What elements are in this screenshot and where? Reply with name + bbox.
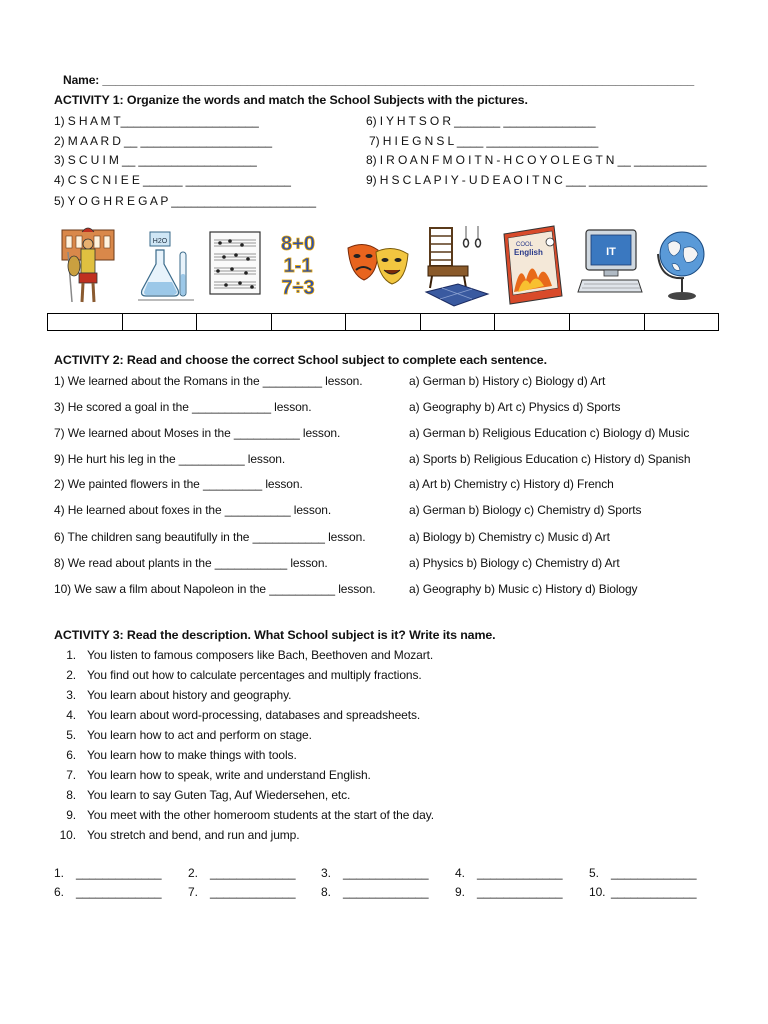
item-text: You learn how to act and perform on stage. <box>87 728 312 742</box>
music-sheet-icon <box>206 222 280 310</box>
activity3-item <box>54 728 312 742</box>
item-number: 10. <box>59 828 76 842</box>
picture-answer-cell[interactable] <box>421 314 496 330</box>
math-row-3: 7÷3 <box>281 277 315 299</box>
answer-blank[interactable]: _____________ <box>76 866 162 880</box>
answer-label: 10. <box>589 885 606 899</box>
answer-label: 8. <box>321 885 331 899</box>
picture-answer-cell[interactable] <box>346 314 421 330</box>
answer-label: 4. <box>455 866 465 880</box>
math-row-1: 8+0 <box>281 233 315 255</box>
activity2-options: a) Sports b) Religious Education c) History d) Spanish <box>409 452 691 466</box>
answer-label: 7. <box>188 885 198 899</box>
answer-label: 1. <box>54 866 64 880</box>
activity2-question: 3) He scored a goal in the ____________ lesson. <box>54 400 312 414</box>
picture-answer-row <box>47 313 719 331</box>
item-number: 2. <box>66 668 76 682</box>
scramble-5: 5) Y O G H R E G A P ______________________ <box>54 194 316 208</box>
globe-icon <box>652 222 726 310</box>
answer-label: 2. <box>188 866 198 880</box>
activity2-options: a) German b) Biology c) Chemistry d) Sports <box>409 503 642 517</box>
book-text-cool: COOL <box>516 242 534 248</box>
activity3-item <box>54 688 291 702</box>
answer-blank[interactable]: _____________ <box>76 885 162 899</box>
answer-blank[interactable]: _____________ <box>611 885 697 899</box>
item-text: You meet with the other homeroom students at the start of the day. <box>87 808 434 822</box>
answer-blank[interactable]: _____________ <box>477 866 563 880</box>
book-text-english: English <box>514 248 543 257</box>
scramble-3: 3) S C U I M __ __________________ <box>54 153 257 167</box>
activity2-title: ACTIVITY 2: Read and choose the correct School subject to complete each sentence. <box>54 353 547 367</box>
activity3-item <box>54 708 420 722</box>
item-number: 6. <box>66 748 76 762</box>
gym-equipment-icon <box>422 222 496 310</box>
theater-masks-icon <box>344 222 418 310</box>
item-number: 7. <box>66 768 76 782</box>
computer-it-icon <box>576 222 650 310</box>
activity1-title: ACTIVITY 1: Organize the words and match the School Subjects with the pictures. <box>54 93 528 107</box>
lab-flask-icon <box>136 222 210 310</box>
scramble-2: 2) M A A R D __ ____________________ <box>54 134 272 148</box>
activity2-options: a) Art b) Chemistry c) History d) French <box>409 477 614 491</box>
activity2-question: 1) We learned about the Romans in the _________ lesson. <box>54 374 363 388</box>
colosseum-soldier-icon <box>58 222 132 310</box>
item-text: You learn how to make things with tools. <box>87 748 297 762</box>
item-number: 4. <box>66 708 76 722</box>
activity2-options: a) Geography b) Music c) History d) Biology <box>409 582 638 596</box>
scramble-6: 6) I Y H T S O R _______ ______________ <box>366 114 596 128</box>
activity3-title: ACTIVITY 3: Read the description. What School subject is it? Write its name. <box>54 628 496 642</box>
activity2-question: 2) We painted flowers in the _________ lesson. <box>54 477 303 491</box>
picture-answer-cell[interactable] <box>645 314 719 330</box>
item-number: 3. <box>66 688 76 702</box>
activity3-item <box>54 828 299 842</box>
activity3-item <box>54 768 371 782</box>
answer-blank[interactable]: _____________ <box>477 885 563 899</box>
activity2-question: 7) We learned about Moses in the __________ lesson. <box>54 426 341 440</box>
name-line: Name: __________________________________________________________________________________________ <box>63 73 695 87</box>
item-number: 1. <box>66 648 76 662</box>
picture-answer-cell[interactable] <box>570 314 645 330</box>
picture-answer-cell[interactable] <box>197 314 272 330</box>
item-text: You learn about word-processing, databases and spreadsheets. <box>87 708 421 722</box>
item-text: You learn to say Guten Tag, Auf Wiedersehen, etc. <box>87 788 351 802</box>
item-text: You listen to famous composers like Bach, Beethoven and Mozart. <box>87 648 434 662</box>
activity2-options: a) German b) History c) Biology d) Art <box>409 374 606 388</box>
answer-blank[interactable]: _____________ <box>611 866 697 880</box>
activity2-question: 4) He learned about foxes in the __________ lesson. <box>54 503 332 517</box>
flask-label: H2O <box>152 238 168 245</box>
item-text: You learn how to speak, write and understand English. <box>87 768 371 782</box>
activity2-question: 9) He hurt his leg in the __________ lesson. <box>54 452 286 466</box>
item-text: You learn about history and geography. <box>87 688 292 702</box>
answer-blank[interactable]: _____________ <box>210 866 296 880</box>
scramble-7: 7) H I E G N S L ____ _________________ <box>369 134 599 148</box>
activity3-item <box>54 668 422 682</box>
item-text: You find out how to calculate percentages and multiply fractions. <box>87 668 422 682</box>
activity2-options: a) Physics b) Biology c) Chemistry d) Art <box>409 556 620 570</box>
activity2-question: 6) The children sang beautifully in the ___________ lesson. <box>54 530 366 544</box>
activity3-item <box>54 648 433 662</box>
picture-answer-cell[interactable] <box>495 314 570 330</box>
math-row-2: 1-1 <box>283 255 313 277</box>
answer-label: 6. <box>54 885 64 899</box>
cool-english-book-icon <box>498 222 572 310</box>
subject-pictures <box>48 222 720 312</box>
math-symbols-icon <box>274 222 348 310</box>
activity2-options: a) Biology b) Chemistry c) Music d) Art <box>409 530 610 544</box>
activity2-options: a) Geography b) Art c) Physics d) Sports <box>409 400 621 414</box>
activity2-question: 8) We read about plants in the ___________ lesson. <box>54 556 328 570</box>
activity2-question: 10) We saw a film about Napoleon in the __________ lesson. <box>54 582 376 596</box>
item-number: 8. <box>66 788 76 802</box>
answer-label: 3. <box>321 866 331 880</box>
item-number: 9. <box>66 808 76 822</box>
activity2-options: a) German b) Religious Education c) Biology d) Music <box>409 426 690 440</box>
scramble-1: 1) S H A M T_____________________ <box>54 114 259 128</box>
item-number: 5. <box>66 728 76 742</box>
answer-label: 9. <box>455 885 465 899</box>
answer-blank[interactable]: _____________ <box>210 885 296 899</box>
picture-answer-cell[interactable] <box>48 314 123 330</box>
answer-blank[interactable]: _____________ <box>343 885 429 899</box>
item-text: You stretch and bend, and run and jump. <box>87 828 300 842</box>
activity3-item <box>54 808 434 822</box>
activity3-item <box>54 748 297 762</box>
scramble-4: 4) C S C N I E E ______ ________________ <box>54 173 291 187</box>
answer-label: 5. <box>589 866 599 880</box>
picture-answer-cell[interactable] <box>272 314 347 330</box>
answer-blank[interactable]: _____________ <box>343 866 429 880</box>
scramble-9: 9) H S C L A P I Y - U D E A O I T N C ___ __________________ <box>366 173 708 187</box>
scramble-8: 8) I R O A N F M O I T N - H C O Y O L E G T N __ ___________ <box>366 153 707 167</box>
activity3-item <box>54 788 350 802</box>
picture-answer-cell[interactable] <box>123 314 198 330</box>
computer-screen-text: IT <box>606 246 616 258</box>
